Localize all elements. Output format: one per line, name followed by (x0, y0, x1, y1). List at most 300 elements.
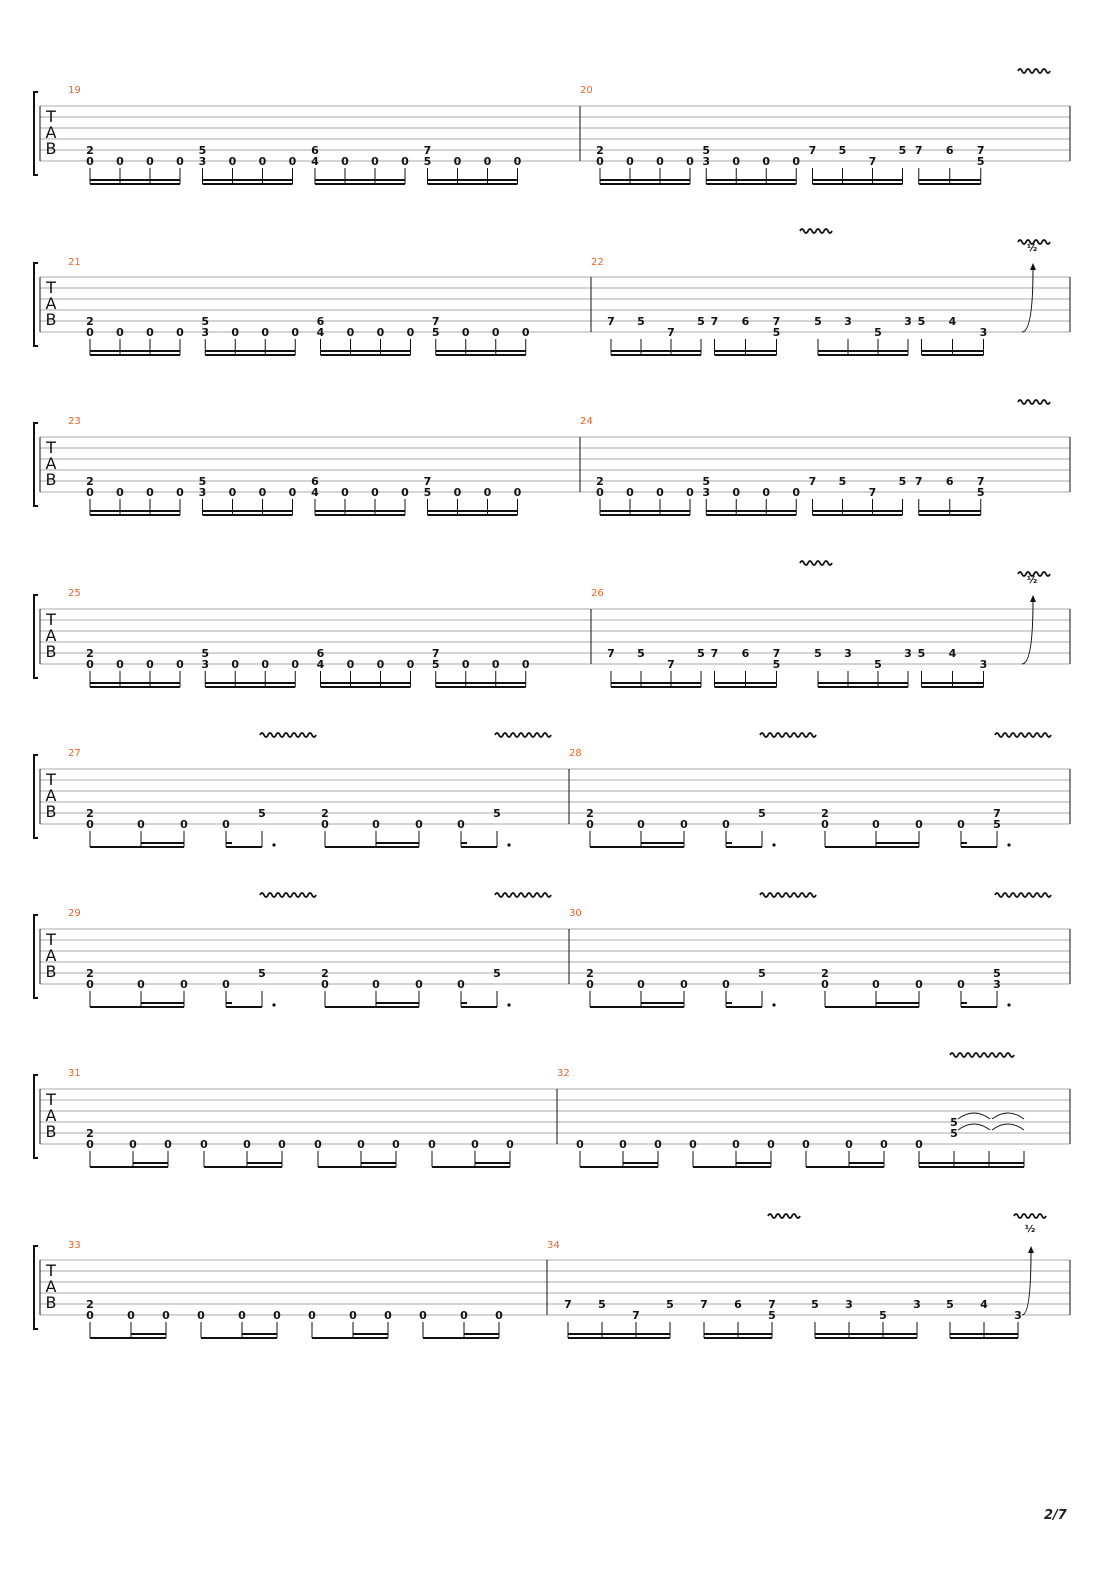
fret-number: 0 (732, 486, 741, 499)
fret-number: 0 (176, 155, 184, 168)
dot (507, 843, 510, 846)
fret-number: 4 (948, 647, 957, 660)
fret-number: 0 (686, 486, 694, 499)
dot (1007, 1003, 1010, 1006)
fret-number: 0 (176, 658, 184, 671)
fret-number: 7 (868, 486, 877, 499)
fret-number: 7 (772, 315, 781, 328)
fret-number: 0 (483, 486, 492, 499)
fret-number: 7 (607, 315, 615, 328)
fret-number: 0 (346, 658, 355, 671)
fret-number: 0 (200, 1138, 208, 1151)
fret-number: 0 (137, 818, 145, 831)
fret-number: 0 (915, 1138, 923, 1151)
system-bracket (34, 1246, 38, 1329)
fret-number: 0 (346, 326, 355, 339)
fret-number: 0 (231, 326, 240, 339)
dot (772, 1003, 775, 1006)
fret-number: 3 (198, 155, 207, 168)
fret-number: 0 (288, 155, 297, 168)
fret-number: 6 (741, 647, 750, 660)
page-number: 2/7 (1044, 1508, 1067, 1523)
fret-number: 0 (258, 155, 267, 168)
fret-number: 0 (471, 1138, 479, 1151)
fret-number: 5 (879, 1309, 887, 1322)
fret-number: 5 (917, 315, 926, 328)
fret-number: 0 (453, 155, 462, 168)
fret-number: 0 (872, 818, 880, 831)
tab-clef-t: T (46, 1261, 56, 1280)
fret-number: 0 (116, 658, 124, 671)
fret-number: 0 (802, 1138, 810, 1151)
fret-number: 5 (917, 647, 926, 660)
fret-number: 5 (198, 475, 207, 488)
fret-number: 0 (258, 486, 267, 499)
bend-label: ½ (1026, 243, 1038, 254)
fret-number: 7 (423, 475, 432, 488)
fret-number: 0 (222, 818, 230, 831)
fret-number: 0 (273, 1309, 281, 1322)
fret-number: 0 (689, 1138, 697, 1151)
measure-number: 21 (68, 257, 81, 268)
tab-clef-a: A (45, 294, 57, 313)
fret-number: 0 (197, 1309, 205, 1322)
fret-number: 0 (656, 155, 664, 168)
fret-number: 6 (316, 315, 325, 328)
fret-number: 5 (702, 475, 711, 488)
fret-number: 5 (598, 1298, 606, 1311)
fret-number: 0 (957, 978, 965, 991)
fret-number: 0 (460, 1309, 468, 1322)
system-bracket (34, 915, 38, 998)
system-bracket (34, 1075, 38, 1158)
bend-curve (1022, 1252, 1031, 1315)
fret-number: 4 (948, 315, 957, 328)
fret-number: 0 (506, 1138, 514, 1151)
tab-clef-b: B (45, 470, 57, 489)
fret-number: 0 (238, 1309, 246, 1322)
bend-curve (1022, 269, 1033, 332)
system-bracket (34, 92, 38, 175)
fret-number: 7 (564, 1298, 572, 1311)
fret-number: 0 (767, 1138, 775, 1151)
fret-number: 0 (406, 658, 415, 671)
measure-number: 31 (68, 1068, 81, 1079)
fret-number: 7 (914, 475, 923, 488)
fret-number: 5 (201, 647, 210, 660)
bend-arrowhead (1030, 263, 1036, 270)
vibrato-mark (800, 229, 832, 233)
fret-number: 5 (768, 1309, 776, 1322)
fret-number: 0 (654, 1138, 662, 1151)
fret-number: 0 (86, 658, 94, 671)
fret-number: 7 (667, 658, 675, 671)
fret-number: 0 (626, 486, 634, 499)
fret-number: 0 (762, 486, 771, 499)
fret-number: 0 (372, 818, 380, 831)
fret-number: 7 (993, 807, 1001, 820)
fret-number: 0 (401, 155, 409, 168)
fret-number: 7 (914, 144, 923, 157)
fret-number: 3 (198, 486, 207, 499)
fret-number: 7 (976, 475, 985, 488)
fret-number: 0 (596, 155, 604, 168)
system-bracket (34, 423, 38, 506)
fret-number: 0 (596, 486, 604, 499)
fret-number: 5 (697, 647, 705, 660)
fret-number: 2 (86, 1127, 94, 1140)
fret-number: 0 (483, 155, 492, 168)
fret-number: 2 (821, 967, 829, 980)
fret-number: 0 (586, 818, 594, 831)
fret-number: 2 (86, 807, 94, 820)
fret-number: 0 (288, 486, 297, 499)
fret-number: 5 (976, 486, 985, 499)
tab-clef-b: B (45, 1122, 57, 1141)
fret-number: 7 (710, 647, 719, 660)
fret-number: 0 (419, 1309, 427, 1322)
fret-number: 0 (915, 818, 923, 831)
fret-number: 5 (431, 658, 440, 671)
dot (272, 843, 275, 846)
fret-number: 0 (86, 978, 94, 991)
fret-number: 5 (258, 967, 266, 980)
fret-number: 0 (521, 326, 530, 339)
system-bracket (34, 755, 38, 838)
tab-clef-b: B (45, 962, 57, 981)
vibrato-mark (495, 733, 551, 737)
fret-number: 7 (808, 475, 817, 488)
fret-number: 6 (741, 315, 750, 328)
fret-number: 7 (423, 144, 432, 157)
fret-number: 5 (976, 155, 985, 168)
fret-number: 5 (493, 807, 501, 820)
fret-number: 4 (980, 1298, 988, 1311)
tab-clef-a: A (45, 1106, 57, 1125)
fret-number: 5 (838, 475, 847, 488)
vibrato-mark (495, 893, 551, 897)
fret-number: 5 (697, 315, 705, 328)
fret-number: 5 (993, 818, 1001, 831)
measure-number: 26 (591, 588, 604, 599)
fret-number: 6 (945, 475, 954, 488)
fret-number: 0 (626, 155, 634, 168)
fret-number: 0 (880, 1138, 888, 1151)
tab-clef-t: T (46, 438, 56, 457)
fret-number: 0 (821, 818, 829, 831)
fret-number: 7 (431, 647, 440, 660)
fret-number: 7 (667, 326, 675, 339)
fret-number: 0 (371, 155, 379, 168)
fret-number: 0 (457, 978, 465, 991)
fret-number: 5 (431, 326, 440, 339)
fret-number: 6 (311, 475, 319, 488)
fret-number: 0 (513, 155, 522, 168)
fret-number: 0 (180, 978, 188, 991)
slur (992, 1113, 1024, 1119)
fret-number: 0 (376, 326, 385, 339)
fret-number: 3 (702, 486, 711, 499)
fret-number: 0 (428, 1138, 436, 1151)
fret-number: 0 (176, 486, 184, 499)
fret-number: 3 (844, 647, 852, 660)
fret-number: 7 (976, 144, 985, 157)
vibrato-mark (760, 893, 816, 897)
dot (507, 1003, 510, 1006)
fret-number: 0 (116, 326, 124, 339)
fret-number: 3 (1014, 1309, 1022, 1322)
fret-number: 5 (950, 1127, 958, 1140)
fret-number: 5 (898, 475, 907, 488)
fret-number: 0 (406, 326, 415, 339)
bend-label: ½ (1024, 1224, 1036, 1235)
measure-number: 24 (580, 416, 593, 427)
fret-number: 0 (372, 978, 380, 991)
tab-clef-b: B (45, 139, 57, 158)
fret-number: 0 (845, 1138, 853, 1151)
measure-number: 25 (68, 588, 81, 599)
fret-number: 5 (898, 144, 907, 157)
fret-number: 2 (321, 807, 329, 820)
fret-number: 0 (586, 978, 594, 991)
fret-number: 7 (710, 315, 719, 328)
fret-number: 0 (261, 658, 270, 671)
fret-number: 3 (979, 658, 988, 671)
fret-number: 5 (950, 1116, 958, 1129)
fret-number: 5 (758, 967, 766, 980)
fret-number: 0 (637, 818, 645, 831)
fret-number: 0 (86, 1138, 94, 1151)
fret-number: 0 (371, 486, 379, 499)
fret-number: 5 (198, 144, 207, 157)
tab-clef-a: A (45, 626, 57, 645)
tab-clef-a: A (45, 1277, 57, 1296)
fret-number: 3 (845, 1298, 853, 1311)
bend-arrowhead (1028, 1246, 1034, 1253)
fret-number: 5 (258, 807, 266, 820)
fret-number: 0 (415, 978, 423, 991)
fret-number: 0 (176, 326, 184, 339)
vibrato-mark (995, 893, 1051, 897)
fret-number: 0 (308, 1309, 316, 1322)
tab-clef-b: B (45, 310, 57, 329)
vibrato-mark (800, 561, 832, 565)
tab-clef-t: T (46, 107, 56, 126)
fret-number: 0 (392, 1138, 400, 1151)
fret-number: 0 (792, 155, 801, 168)
fret-number: 2 (86, 1298, 94, 1311)
fret-number: 2 (586, 807, 594, 820)
fret-number: 6 (316, 647, 325, 660)
tab-clef-a: A (45, 123, 57, 142)
fret-number: 3 (979, 326, 988, 339)
fret-number: 7 (700, 1298, 708, 1311)
vibrato-mark (995, 733, 1051, 737)
system-bracket (34, 595, 38, 678)
measure-number: 28 (569, 748, 582, 759)
tab-clef-b: B (45, 1293, 57, 1312)
fret-number: 0 (278, 1138, 286, 1151)
fret-number: 3 (201, 326, 210, 339)
fret-number: 0 (261, 326, 270, 339)
fret-number: 5 (838, 144, 847, 157)
slur (958, 1113, 990, 1119)
fret-number: 0 (321, 978, 329, 991)
fret-number: 4 (311, 486, 319, 499)
fret-number: 3 (844, 315, 852, 328)
fret-number: 0 (86, 486, 94, 499)
fret-number: 3 (201, 658, 210, 671)
vibrato-mark (1014, 1214, 1046, 1218)
fret-number: 5 (666, 1298, 674, 1311)
fret-number: 0 (86, 155, 94, 168)
fret-number: 7 (808, 144, 817, 157)
fret-number: 0 (491, 658, 500, 671)
fret-number: 0 (491, 326, 500, 339)
vibrato-mark (1018, 400, 1050, 404)
fret-number: 2 (86, 315, 94, 328)
fret-number: 5 (423, 155, 432, 168)
fret-number: 0 (162, 1309, 170, 1322)
fret-number: 2 (86, 144, 94, 157)
bend-curve (1022, 601, 1033, 664)
fret-number: 5 (772, 658, 781, 671)
fret-number: 2 (586, 967, 594, 980)
fret-number: 0 (792, 486, 801, 499)
fret-number: 2 (821, 807, 829, 820)
fret-number: 7 (607, 647, 615, 660)
fret-number: 0 (146, 658, 154, 671)
vibrato-mark (950, 1053, 1014, 1057)
fret-number: 0 (146, 155, 154, 168)
fret-number: 0 (384, 1309, 392, 1322)
fret-number: 0 (957, 818, 965, 831)
fret-number: 0 (116, 486, 124, 499)
fret-number: 0 (576, 1138, 584, 1151)
fret-number: 7 (772, 647, 781, 660)
fret-number: 7 (868, 155, 877, 168)
fret-number: 0 (686, 155, 694, 168)
fret-number: 0 (222, 978, 230, 991)
fret-number: 0 (116, 155, 124, 168)
system-bracket (34, 263, 38, 346)
fret-number: 0 (86, 1309, 94, 1322)
fret-number: 2 (86, 967, 94, 980)
tab-clef-t: T (46, 770, 56, 789)
fret-number: 0 (513, 486, 522, 499)
tab-clef-b: B (45, 642, 57, 661)
fret-number: 0 (453, 486, 462, 499)
fret-number: 6 (945, 144, 954, 157)
fret-number: 4 (311, 155, 319, 168)
fret-number: 5 (758, 807, 766, 820)
fret-number: 0 (656, 486, 664, 499)
fret-number: 0 (457, 818, 465, 831)
measure-number: 29 (68, 908, 81, 919)
measure-number: 33 (68, 1240, 81, 1251)
fret-number: 4 (316, 326, 325, 339)
bend-label: ½ (1026, 575, 1038, 586)
measure-number: 27 (68, 748, 81, 759)
fret-number: 5 (874, 658, 882, 671)
measure-number: 34 (547, 1240, 560, 1251)
fret-number: 0 (915, 978, 923, 991)
fret-number: 5 (772, 326, 781, 339)
fret-number: 5 (702, 144, 711, 157)
fret-number: 0 (821, 978, 829, 991)
fret-number: 0 (164, 1138, 172, 1151)
fret-number: 0 (86, 818, 94, 831)
fret-number: 5 (874, 326, 882, 339)
fret-number: 0 (619, 1138, 627, 1151)
fret-number: 0 (86, 326, 94, 339)
fret-number: 0 (228, 155, 237, 168)
dot (1007, 843, 1010, 846)
dot (272, 1003, 275, 1006)
fret-number: 0 (341, 155, 349, 168)
tab-clef-t: T (46, 610, 56, 629)
fret-number: 0 (680, 818, 688, 831)
fret-number: 0 (341, 486, 349, 499)
fret-number: 4 (316, 658, 325, 671)
fret-number: 2 (596, 475, 604, 488)
fret-number: 0 (314, 1138, 322, 1151)
fret-number: 7 (768, 1298, 776, 1311)
fret-number: 0 (495, 1309, 503, 1322)
fret-number: 0 (461, 658, 470, 671)
tab-clef-t: T (46, 278, 56, 297)
fret-number: 5 (993, 967, 1001, 980)
fret-number: 7 (632, 1309, 640, 1322)
measure-number: 19 (68, 85, 81, 96)
fret-number: 0 (228, 486, 237, 499)
fret-number: 3 (904, 315, 912, 328)
fret-number: 0 (127, 1309, 135, 1322)
fret-number: 0 (722, 978, 730, 991)
fret-number: 5 (423, 486, 432, 499)
fret-number: 0 (243, 1138, 251, 1151)
vibrato-mark (760, 733, 816, 737)
measure-number: 20 (580, 85, 593, 96)
fret-number: 5 (814, 315, 822, 328)
fret-number: 3 (702, 155, 711, 168)
fret-number: 2 (321, 967, 329, 980)
fret-number: 5 (201, 315, 210, 328)
fret-number: 0 (129, 1138, 137, 1151)
fret-number: 0 (415, 818, 423, 831)
slur (958, 1124, 990, 1130)
tab-clef-b: B (45, 802, 57, 821)
bend-arrowhead (1030, 595, 1036, 602)
measure-number: 22 (591, 257, 604, 268)
fret-number: 0 (291, 658, 300, 671)
fret-number: 0 (291, 326, 300, 339)
fret-number: 0 (637, 978, 645, 991)
fret-number: 5 (493, 967, 501, 980)
fret-number: 6 (311, 144, 319, 157)
tab-clef-a: A (45, 454, 57, 473)
dot (772, 843, 775, 846)
vibrato-mark (1018, 69, 1050, 73)
fret-number: 0 (732, 1138, 740, 1151)
measure-number: 30 (569, 908, 582, 919)
fret-number: 5 (946, 1298, 954, 1311)
fret-number: 0 (180, 818, 188, 831)
fret-number: 0 (146, 326, 154, 339)
fret-number: 0 (376, 658, 385, 671)
tab-clef-t: T (46, 1090, 56, 1109)
fret-number: 0 (137, 978, 145, 991)
